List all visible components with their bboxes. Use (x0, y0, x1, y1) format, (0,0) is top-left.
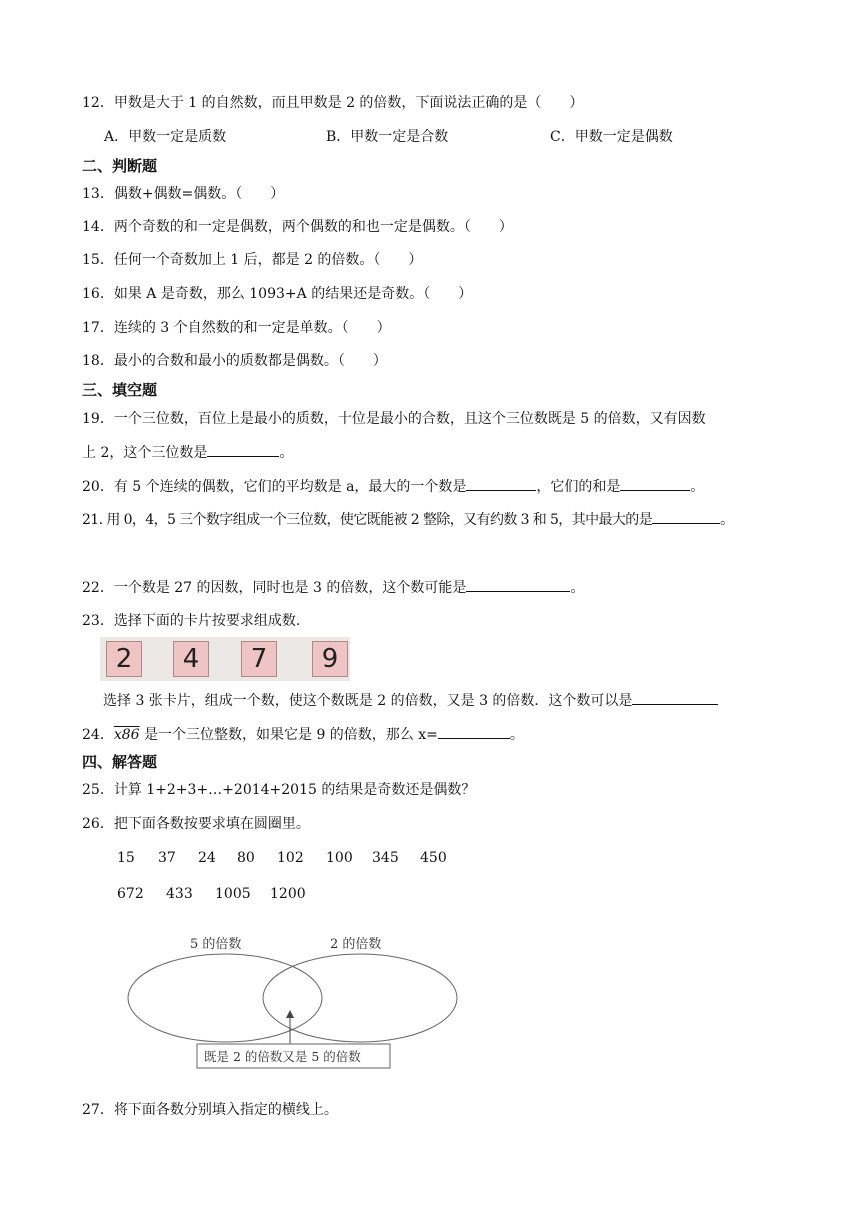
number-item: 433 (166, 886, 193, 902)
number-item: 37 (158, 850, 176, 866)
option-b: B．甲数一定是合数 (326, 129, 449, 145)
question-26: 26．把下面各数按要求填在圆圈里。 (82, 816, 310, 832)
answer-blank[interactable] (620, 476, 690, 491)
number-item: 100 (326, 850, 353, 866)
arrow-head-icon (286, 1010, 294, 1018)
question-14: 14．两个奇数的和一定是偶数，两个偶数的和也一定是偶数。（ ） (82, 219, 513, 235)
question-17: 17．连续的 3 个自然数的和一定是单数。（ ） (82, 320, 391, 336)
section-heading-judgement: 二、判断题 (82, 157, 158, 175)
question-22: 22．一个数是 27 的因数，同时也是 3 的倍数，这个数可能是 。 (82, 577, 584, 598)
venn-circle-right (263, 954, 457, 1042)
question-20: 20．有 5 个连续的偶数，它们的平均数是 a，最大的一个数是 ，它们的和是 。 (82, 476, 704, 497)
question-24: 24．x86 是一个三位整数，如果它是 9 的倍数，那么 x= 。 (82, 724, 524, 745)
answer-blank[interactable] (632, 690, 718, 705)
question-21: 21. 用 0，4，5 三个数字组成一个三位数，使它既能被 2 整除，又有约数 3 和 5，其中最大的是 。 (82, 509, 734, 530)
section-heading-answer: 四、解答题 (82, 753, 158, 771)
number-card: 4 (173, 641, 209, 677)
number-item: 80 (237, 850, 255, 866)
question-25: 25．计算 1+2+3+…+2014+2015 的结果是奇数还是偶数？ (82, 782, 476, 798)
question-16: 16．如果 A 是奇数，那么 1093+A 的结果还是奇数。（ ） (82, 286, 473, 302)
number-card: 2 (106, 641, 142, 677)
venn-diagram (120, 926, 470, 1076)
number-item: 15 (117, 850, 135, 866)
answer-blank[interactable] (466, 476, 536, 491)
question-23: 23．选择下面的卡片按要求组成数. (82, 613, 301, 629)
section-heading-fill: 三、填空题 (82, 381, 158, 399)
number-item: 102 (277, 850, 304, 866)
answer-blank[interactable] (207, 442, 279, 457)
number-cards (100, 637, 350, 681)
number-item: 1200 (270, 886, 306, 902)
answer-blank[interactable] (466, 577, 570, 592)
answer-blank[interactable] (652, 509, 720, 524)
number-item: 672 (117, 886, 144, 902)
question-27: 27．将下面各数分别填入指定的横线上。 (82, 1102, 338, 1118)
option-a: A．甲数一定是质数 (104, 129, 227, 145)
venn-label-right: 2 的倍数 (330, 937, 382, 952)
number-item: 24 (198, 850, 216, 866)
number-item: 1005 (215, 886, 251, 902)
question-19-line2: 上 2，这个三位数是 。 (82, 442, 293, 463)
question-19-text: 上 2，这个三位数是 (82, 445, 208, 461)
venn-circle-left (128, 954, 322, 1042)
question-18: 18．最小的合数和最小的质数都是偶数。（ ） (82, 353, 387, 369)
answer-blank[interactable] (438, 724, 510, 739)
number-card: 9 (312, 641, 348, 677)
question-15: 15．任何一个奇数加上 1 后，都是 2 的倍数。（ ） (82, 252, 423, 268)
number-card: 7 (241, 641, 277, 677)
number-item: 450 (420, 850, 447, 866)
venn-box-label: 既是 2 的倍数又是 5 的倍数 (204, 1049, 361, 1064)
option-c: C．甲数一定是偶数 (550, 129, 673, 145)
question-23-instruction: 选择 3 张卡片，组成一个数，使这个数既是 2 的倍数，又是 3 的倍数．这个数可以是 (103, 690, 718, 711)
question-12: 12．甲数是大于 1 的自然数，而且甲数是 2 的倍数，下面说法正确的是（ ） (82, 95, 584, 111)
number-item: 345 (372, 850, 399, 866)
venn-label-left: 5 的倍数 (190, 937, 242, 952)
question-19-line1: 19．一个三位数，百位上是最小的质数，十位是最小的合数，且这个三位数既是 5 的倍数，又有因数 (82, 411, 706, 427)
question-13: 13．偶数+偶数=偶数。（ ） (82, 186, 285, 202)
